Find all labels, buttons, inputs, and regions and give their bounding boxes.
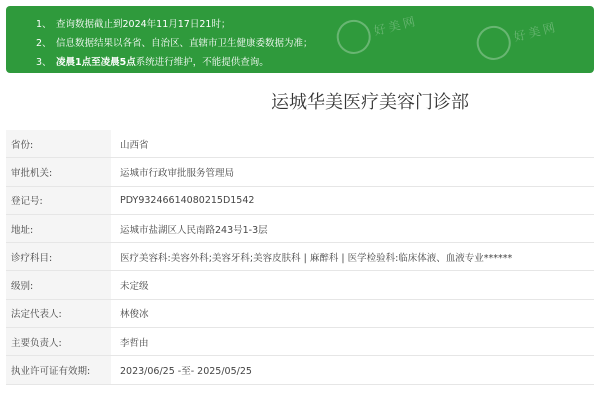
info-value: 山西省: [111, 130, 594, 158]
info-label: 级别:: [6, 271, 111, 299]
notice-line-bold-text: 凌晨1点至凌晨5点: [56, 57, 136, 68]
info-row: [6, 299, 594, 327]
clinic-info-table: [6, 130, 594, 385]
page-title: 运城华美医疗美容门诊部: [271, 92, 469, 113]
notice-line-number: 1、: [36, 19, 52, 30]
notice-line-text: 查询数据截止到2024年11月17日21时；: [56, 19, 231, 30]
info-row: [6, 158, 594, 186]
info-label: 诊疗科目:: [6, 243, 111, 271]
notice-line-3: [36, 53, 594, 72]
info-label: 法定代表人:: [6, 299, 111, 327]
notice-banner: [6, 6, 594, 73]
watermark-logo: 好美网: [333, 6, 422, 58]
info-value: 医疗美容科:美容外科;美容牙科;美容皮肤科 | 麻醉科 | 医学检验科:临床体液、血液专业******: [111, 243, 594, 271]
info-value: 李哲由: [111, 328, 594, 356]
info-label: 地址:: [6, 214, 111, 242]
info-value: 2023/06/25 -至- 2025/05/25: [111, 356, 594, 384]
info-row: [6, 328, 594, 356]
info-value: 林俊冰: [111, 299, 594, 327]
info-value: 运城市行政审批服务管理局: [111, 158, 594, 186]
info-row: [6, 214, 594, 242]
info-value: 运城市盐湖区人民南路243号1-3层: [111, 214, 594, 242]
info-row: [6, 243, 594, 271]
info-label: 执业许可证有效期:: [6, 356, 111, 384]
info-label: 登记号:: [6, 186, 111, 214]
info-label: 省份:: [6, 130, 111, 158]
info-label: 审批机关:: [6, 158, 111, 186]
watermark-logo: 好美网: [473, 10, 562, 63]
notice-line-2: [36, 34, 594, 53]
info-row: [6, 186, 594, 214]
notice-line-text: 系统进行维护，不能提供查询。: [135, 57, 269, 68]
info-row: [6, 271, 594, 299]
notice-line-1: [36, 15, 594, 34]
info-value: 未定级: [111, 271, 594, 299]
notice-line-number: 3、: [36, 57, 52, 68]
info-value: PDY93246614080215D1542: [111, 186, 594, 214]
info-row: [6, 130, 594, 158]
info-label: 主要负责人:: [6, 328, 111, 356]
notice-line-number: 2、: [36, 38, 52, 49]
info-row: [6, 356, 594, 384]
notice-line-text: 信息数据结果以各省、自治区、直辖市卫生健康委数据为准；: [56, 38, 313, 49]
